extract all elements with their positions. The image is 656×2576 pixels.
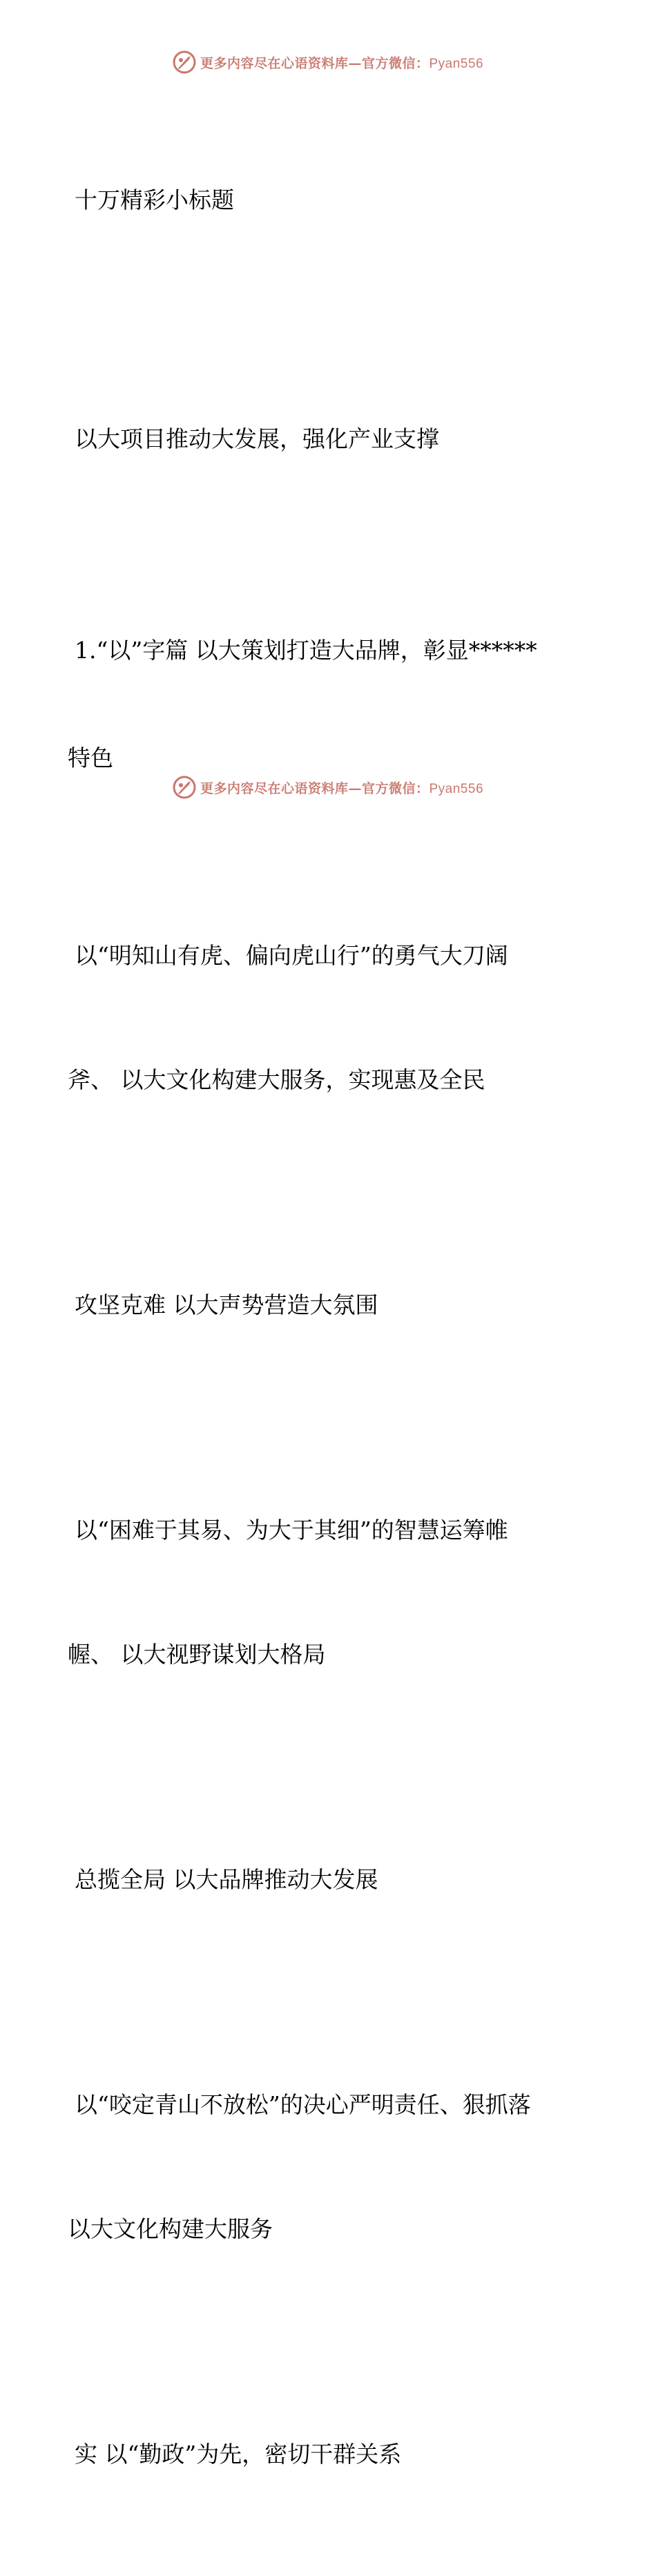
watermark-banner-bottom — [0, 773, 656, 801]
quill-logo-icon — [173, 776, 196, 799]
paragraph-line: 总揽全局 以大品牌推动大发展 — [75, 1866, 378, 1893]
watermark-banner-top — [0, 48, 656, 76]
paragraph — [68, 2337, 592, 2572]
paragraph-line: 以“明知山有虎、偏向虎山行”的勇气大刀阔 — [75, 942, 508, 969]
paragraph — [68, 1188, 592, 1423]
paragraph — [68, 322, 592, 557]
watermark-text: 更多内容尽在心语资料库—官方微信：Pyan556 — [200, 55, 484, 71]
paragraph-line: 1.“以”字篇 以大策划打造大品牌，彰显****** — [75, 637, 537, 664]
paragraph — [68, 1762, 592, 1997]
watermark-text: 更多内容尽在心语资料库—官方微信：Pyan556 — [200, 780, 484, 796]
paragraph-line: 特色 — [68, 744, 113, 771]
watermark-id: Pyan556 — [429, 56, 484, 71]
paragraph-line: 斧、 以大文化构建大服务，实现惠及全民 — [68, 1066, 485, 1093]
paragraph — [68, 561, 592, 848]
paragraph — [68, 2001, 592, 2333]
paragraph — [68, 1427, 592, 1758]
paragraph-line: 幄、 以大视野谋划大格局 — [68, 1641, 326, 1668]
paragraph — [68, 852, 592, 1184]
paragraph — [68, 83, 592, 318]
paragraph-line: 攻坚克难 以大声势营造大氛围 — [75, 1291, 378, 1318]
paragraph-line: 以大文化构建大服务 — [68, 2215, 273, 2242]
paragraph-line: 以“困难于其易、为大于其细”的智慧运筹帷 — [75, 1517, 508, 1544]
document-body — [68, 83, 592, 2576]
paragraph-line: 实 以“勤政”为先，密切干群关系 — [75, 2441, 402, 2468]
quill-logo-icon — [173, 50, 196, 74]
paragraph-line: 以“咬定青山不放松”的决心严明责任、狠抓落 — [75, 2091, 531, 2118]
paragraph-line: 以大项目推动大发展，强化产业支撑 — [75, 425, 439, 452]
paragraph-line: 十万精彩小标题 — [75, 186, 234, 213]
watermark-id: Pyan556 — [429, 781, 484, 796]
